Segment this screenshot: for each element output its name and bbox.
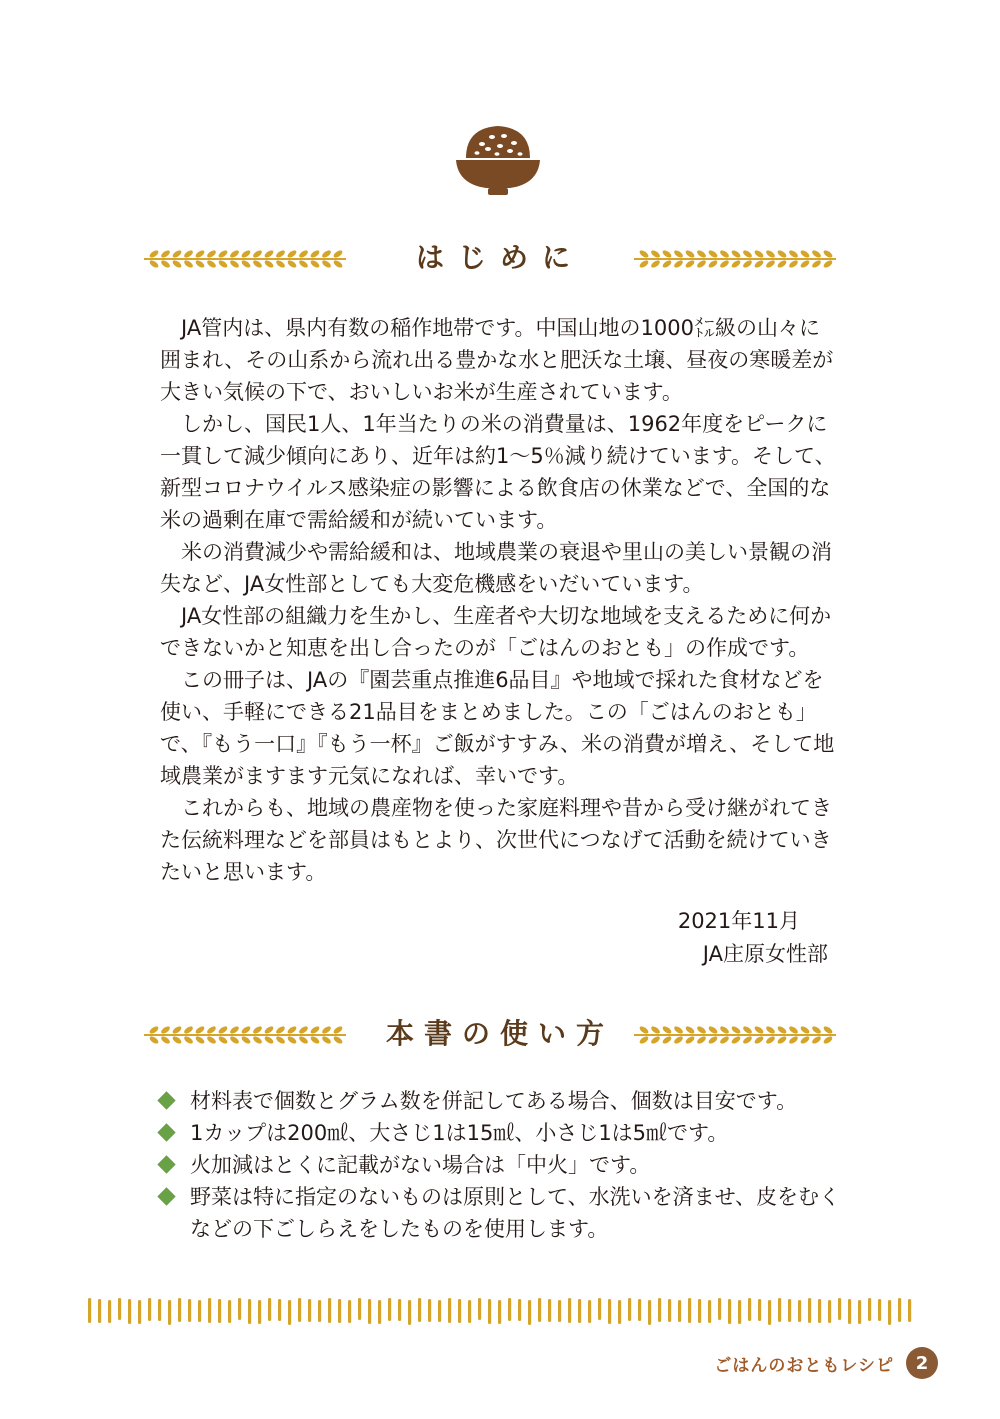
page-footer	[714, 1345, 938, 1381]
wheat-icon	[630, 246, 840, 272]
usage-item-text: 火加減はとくに記載がない場合は「中火」です。	[190, 1153, 651, 1177]
intro-heading-row	[140, 238, 860, 278]
usage-item	[158, 1085, 858, 1117]
intro-body	[160, 312, 840, 888]
diamond-bullet-icon	[157, 1155, 175, 1173]
wheat-icon	[630, 1022, 840, 1048]
intro-paragraph: JA管内は、県内有数の稲作地帯です。中国山地の1000㍍級の山々に囲まれ、その山系から流れ出る豊かな水と肥沃な土壌、昼夜の寒暖差が大きい気候の下で、おいしいお米が生産されています。	[160, 316, 834, 404]
rice-bowl-icon	[452, 118, 544, 198]
usage-item	[158, 1149, 858, 1181]
diamond-bullet-icon	[157, 1187, 175, 1205]
usage-item-text: 材料表で個数とグラム数を併記してある場合、個数は目安です。	[190, 1089, 798, 1113]
footer-title: ごはんのおともレシピ	[714, 1355, 894, 1376]
usage-item	[158, 1117, 858, 1149]
usage-heading: 本書の使い方	[385, 1017, 614, 1050]
diamond-bullet-icon	[157, 1123, 175, 1141]
page-number-badge: 2	[906, 1347, 938, 1379]
intro-paragraph: JA女性部の組織力を生かし、生産者や大切な地域を支えるために何かできないかと知恵を出し合ったのが「ごはんのおとも」の作成です。	[160, 604, 832, 660]
intro-heading: はじめに	[415, 241, 584, 274]
stripe-divider	[86, 1296, 916, 1326]
intro-paragraph: しかし、国民1人、1年当たりの米の消費量は、1962年度をピークに一貫して減少傾向にあり、近年は約1〜5％減り続けています。そして、新型コロナウイルス感染症の影響による飲食店の休業などで、全国的な米の過剰在庫で需給緩和が続いています。	[160, 412, 836, 532]
usage-heading-row	[140, 1014, 860, 1054]
signature-date: 2021年11月	[677, 909, 800, 933]
usage-item	[158, 1181, 858, 1245]
intro-paragraph: この冊子は、JAの『園芸重点推進6品目』や地域で採れた食材などを使い、手軽にできる21品目をまとめました。この「ごはんのおとも」で、『もう一口』『もう一杯』ご飯がすすみ、米の消費が増え、そして地域農業がますます元気になれば、幸いです。	[160, 668, 835, 788]
usage-list	[158, 1085, 858, 1245]
usage-item-text: 1カップは200㎖、大さじ1は15㎖、小さじ1は5㎖です。	[190, 1121, 729, 1145]
signature-author: JA庄原女性部	[702, 942, 828, 966]
intro-paragraph: これからも、地域の農産物を使った家庭料理や昔から受け継がれてきた伝統料理などを部員はもとより、次世代につなげて活動を続けていきたいと思います。	[160, 796, 832, 884]
intro-paragraph: 米の消費減少や需給緩和は、地域農業の衰退や里山の美しい景観の消失など、JA女性部としても大変危機感をいだいています。	[160, 540, 832, 596]
diamond-bullet-icon	[157, 1091, 175, 1109]
usage-item-text: 野菜は特に指定のないものは原則として、水洗いを済ませ、皮をむくなどの下ごしらえをしたものを使用します。	[190, 1185, 840, 1241]
